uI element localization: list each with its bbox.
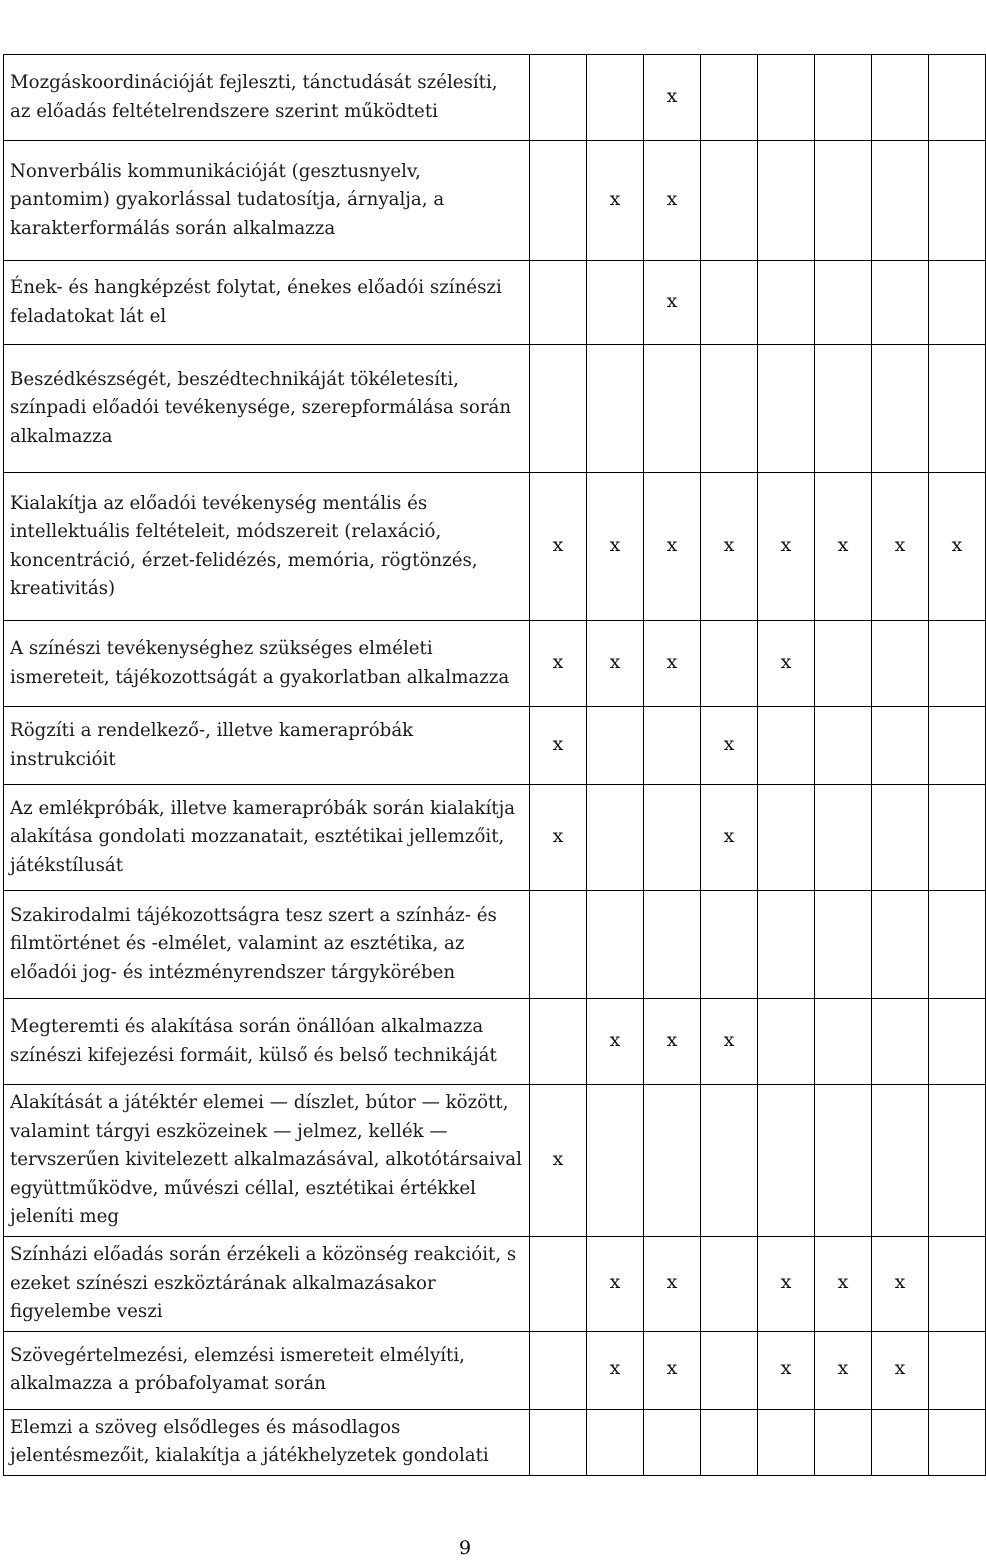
mark-cell — [929, 1331, 986, 1409]
competency-description: Beszédkészségét, beszédtechnikáját tökéletesíti, színpadi előadói tevékenysége, szerepformálása során alkalmazza — [4, 345, 530, 473]
mark-cell — [530, 261, 587, 345]
mark-cell — [872, 1409, 929, 1475]
table-row — [4, 999, 986, 1085]
mark-cell — [929, 141, 986, 261]
x-mark: x — [780, 533, 792, 556]
mark-cell — [587, 1409, 644, 1475]
mark-cell — [587, 999, 644, 1085]
x-mark: x — [666, 533, 678, 556]
table-row — [4, 473, 986, 621]
mark-cell — [587, 1085, 644, 1237]
mark-cell — [872, 1085, 929, 1237]
mark-cell — [530, 1331, 587, 1409]
competency-description: Elemzi a szöveg elsődleges és másodlagos jelentésmezőit, kialakítja a játékhelyzetek gondolati — [4, 1409, 530, 1475]
mark-cell — [872, 55, 929, 141]
table-row — [4, 1085, 986, 1237]
mark-cell — [587, 621, 644, 707]
x-mark: x — [609, 650, 621, 673]
mark-cell — [929, 55, 986, 141]
mark-cell — [929, 261, 986, 345]
competency-description: Színházi előadás során érzékeli a közönség reakcióit, s ezeket színészi eszköztárának alkalmazásakor figyelembe veszi — [4, 1237, 530, 1332]
table-row — [4, 891, 986, 999]
x-mark: x — [780, 650, 792, 673]
mark-cell — [530, 1237, 587, 1332]
x-mark: x — [609, 1357, 621, 1379]
table-row — [4, 1331, 986, 1409]
x-mark: x — [609, 187, 621, 210]
mark-cell — [587, 785, 644, 891]
mark-cell — [758, 261, 815, 345]
mark-cell — [587, 141, 644, 261]
x-mark: x — [609, 533, 621, 556]
mark-cell — [758, 785, 815, 891]
mark-cell — [530, 141, 587, 261]
table-row — [4, 621, 986, 707]
x-mark: x — [723, 533, 735, 556]
competency-description: Megteremti és alakítása során önállóan alkalmazza színészi kifejezési formáit, külső és belső technikáját — [4, 999, 530, 1085]
mark-cell — [644, 999, 701, 1085]
competency-description: Az emlékpróbák, illetve kamerapróbák során kialakítja alakítása gondolati mozzanatait, esztétikai jellemzőit, játékstílusát — [4, 785, 530, 891]
mark-cell — [758, 621, 815, 707]
mark-cell — [587, 55, 644, 141]
x-mark: x — [552, 1147, 564, 1170]
mark-cell — [530, 345, 587, 473]
mark-cell — [644, 785, 701, 891]
mark-cell — [815, 1237, 872, 1332]
mark-cell — [530, 785, 587, 891]
x-mark: x — [666, 187, 678, 210]
mark-cell — [872, 345, 929, 473]
mark-cell — [815, 707, 872, 785]
mark-cell — [815, 891, 872, 999]
mark-cell — [815, 473, 872, 621]
mark-cell — [701, 707, 758, 785]
mark-cell — [587, 345, 644, 473]
mark-cell — [815, 785, 872, 891]
mark-cell — [701, 473, 758, 621]
x-mark: x — [894, 1270, 906, 1293]
mark-cell — [872, 473, 929, 621]
mark-cell — [815, 345, 872, 473]
x-mark: x — [723, 732, 735, 755]
x-mark: x — [951, 533, 963, 556]
mark-cell — [758, 55, 815, 141]
mark-cell — [644, 473, 701, 621]
mark-cell — [701, 55, 758, 141]
mark-cell — [872, 1331, 929, 1409]
x-mark: x — [666, 289, 678, 312]
mark-cell — [701, 1237, 758, 1332]
competency-description: A színészi tevékenységhez szükséges elméleti ismereteit, tájékozottságát a gyakorlatban alkalmazza — [4, 621, 530, 707]
page-number: 9 — [458, 1537, 472, 1559]
mark-cell — [929, 621, 986, 707]
mark-cell — [644, 141, 701, 261]
mark-cell — [815, 1331, 872, 1409]
mark-cell — [701, 261, 758, 345]
x-mark: x — [666, 650, 678, 673]
mark-cell — [587, 473, 644, 621]
competency-matrix-table — [3, 54, 986, 1476]
mark-cell — [872, 1237, 929, 1332]
mark-cell — [929, 1237, 986, 1332]
competency-description: Szakirodalmi tájékozottságra tesz szert a színház- és filmtörténet és -elmélet, valamint az esztétika, az előadói jog- és intézményrendszer tárgykörében — [4, 891, 530, 999]
mark-cell — [587, 261, 644, 345]
mark-cell — [872, 891, 929, 999]
mark-cell — [644, 1409, 701, 1475]
competency-description: Alakítását a játéktér elemei — díszlet, bútor — között, valamint tárgyi eszközeinek — jelmez, kellék — tervszerűen kivitelezett alkalmazásával, alkotótársaival együttműködve, művészi céllal, esztétikai értékkel jeleníti meg — [4, 1085, 530, 1237]
x-mark: x — [837, 1270, 849, 1293]
mark-cell — [929, 785, 986, 891]
x-mark: x — [552, 533, 564, 556]
mark-cell — [758, 1331, 815, 1409]
x-mark: x — [666, 1357, 678, 1379]
competency-description: Ének- és hangképzést folytat, énekes előadói színészi feladatokat lát el — [4, 261, 530, 345]
mark-cell — [701, 141, 758, 261]
competency-description: Szövegértelmezési, elemzési ismereteit elmélyíti, alkalmazza a próbafolyamat során — [4, 1331, 530, 1409]
mark-cell — [587, 1237, 644, 1332]
mark-cell — [530, 891, 587, 999]
table-row — [4, 785, 986, 891]
mark-cell — [758, 473, 815, 621]
mark-cell — [929, 1409, 986, 1475]
mark-cell — [644, 1331, 701, 1409]
x-mark: x — [609, 1270, 621, 1293]
mark-cell — [758, 707, 815, 785]
table-row — [4, 261, 986, 345]
mark-cell — [644, 1237, 701, 1332]
table-row — [4, 345, 986, 473]
mark-cell — [815, 1085, 872, 1237]
table-body — [4, 55, 986, 1476]
x-mark: x — [780, 1270, 792, 1293]
mark-cell — [815, 55, 872, 141]
mark-cell — [929, 345, 986, 473]
competency-description: Mozgáskoordinációját fejleszti, tánctudását szélesíti, az előadás feltételrendszere szerint működteti — [4, 55, 530, 141]
table-row — [4, 141, 986, 261]
x-mark: x — [837, 1357, 849, 1379]
mark-cell — [701, 999, 758, 1085]
mark-cell — [701, 891, 758, 999]
mark-cell — [758, 1237, 815, 1332]
x-mark: x — [666, 1270, 678, 1293]
mark-cell — [929, 1085, 986, 1237]
mark-cell — [929, 473, 986, 621]
table-row — [4, 707, 986, 785]
x-mark: x — [894, 533, 906, 556]
mark-cell — [530, 707, 587, 785]
table-row — [4, 1409, 986, 1475]
mark-cell — [872, 785, 929, 891]
competency-description: Kialakítja az előadói tevékenység mentális és intellektuális feltételeit, módszereit (relaxáció, koncentráció, érzet-felidézés, memória, rögtönzés, kreativitás) — [4, 473, 530, 621]
mark-cell — [815, 999, 872, 1085]
x-mark: x — [552, 650, 564, 673]
mark-cell — [587, 891, 644, 999]
mark-cell — [644, 261, 701, 345]
mark-cell — [701, 1085, 758, 1237]
mark-cell — [815, 141, 872, 261]
mark-cell — [929, 999, 986, 1085]
mark-cell — [587, 1331, 644, 1409]
mark-cell — [815, 621, 872, 707]
mark-cell — [872, 621, 929, 707]
mark-cell — [758, 1409, 815, 1475]
x-mark: x — [780, 1357, 792, 1379]
mark-cell — [644, 55, 701, 141]
mark-cell — [644, 1085, 701, 1237]
mark-cell — [872, 707, 929, 785]
mark-cell — [701, 345, 758, 473]
mark-cell — [758, 891, 815, 999]
x-mark: x — [666, 1028, 678, 1051]
mark-cell — [758, 141, 815, 261]
mark-cell — [929, 891, 986, 999]
x-mark: x — [723, 824, 735, 847]
mark-cell — [758, 999, 815, 1085]
x-mark: x — [552, 732, 564, 755]
mark-cell — [530, 999, 587, 1085]
mark-cell — [815, 261, 872, 345]
mark-cell — [815, 1409, 872, 1475]
mark-cell — [758, 345, 815, 473]
competency-description: Nonverbális kommunikációját (gesztusnyelv, pantomim) gyakorlással tudatosítja, árnyalja, a karakterformálás során alkalmazza — [4, 141, 530, 261]
x-mark: x — [837, 533, 849, 556]
mark-cell — [530, 55, 587, 141]
mark-cell — [872, 261, 929, 345]
x-mark: x — [666, 84, 678, 107]
x-mark: x — [894, 1357, 906, 1379]
mark-cell — [644, 707, 701, 785]
x-mark: x — [723, 1028, 735, 1051]
mark-cell — [701, 1409, 758, 1475]
mark-cell — [530, 1085, 587, 1237]
mark-cell — [872, 999, 929, 1085]
mark-cell — [929, 707, 986, 785]
table-row — [4, 1237, 986, 1332]
mark-cell — [644, 891, 701, 999]
mark-cell — [644, 345, 701, 473]
competency-description: Rögzíti a rendelkező-, illetve kamerapróbák instrukcióit — [4, 707, 530, 785]
mark-cell — [758, 1085, 815, 1237]
mark-cell — [701, 1331, 758, 1409]
x-mark: x — [609, 1028, 621, 1051]
table-row — [4, 55, 986, 141]
mark-cell — [872, 141, 929, 261]
mark-cell — [701, 621, 758, 707]
mark-cell — [701, 785, 758, 891]
mark-cell — [530, 621, 587, 707]
mark-cell — [644, 621, 701, 707]
mark-cell — [587, 707, 644, 785]
mark-cell — [530, 1409, 587, 1475]
mark-cell — [530, 473, 587, 621]
x-mark: x — [552, 824, 564, 847]
